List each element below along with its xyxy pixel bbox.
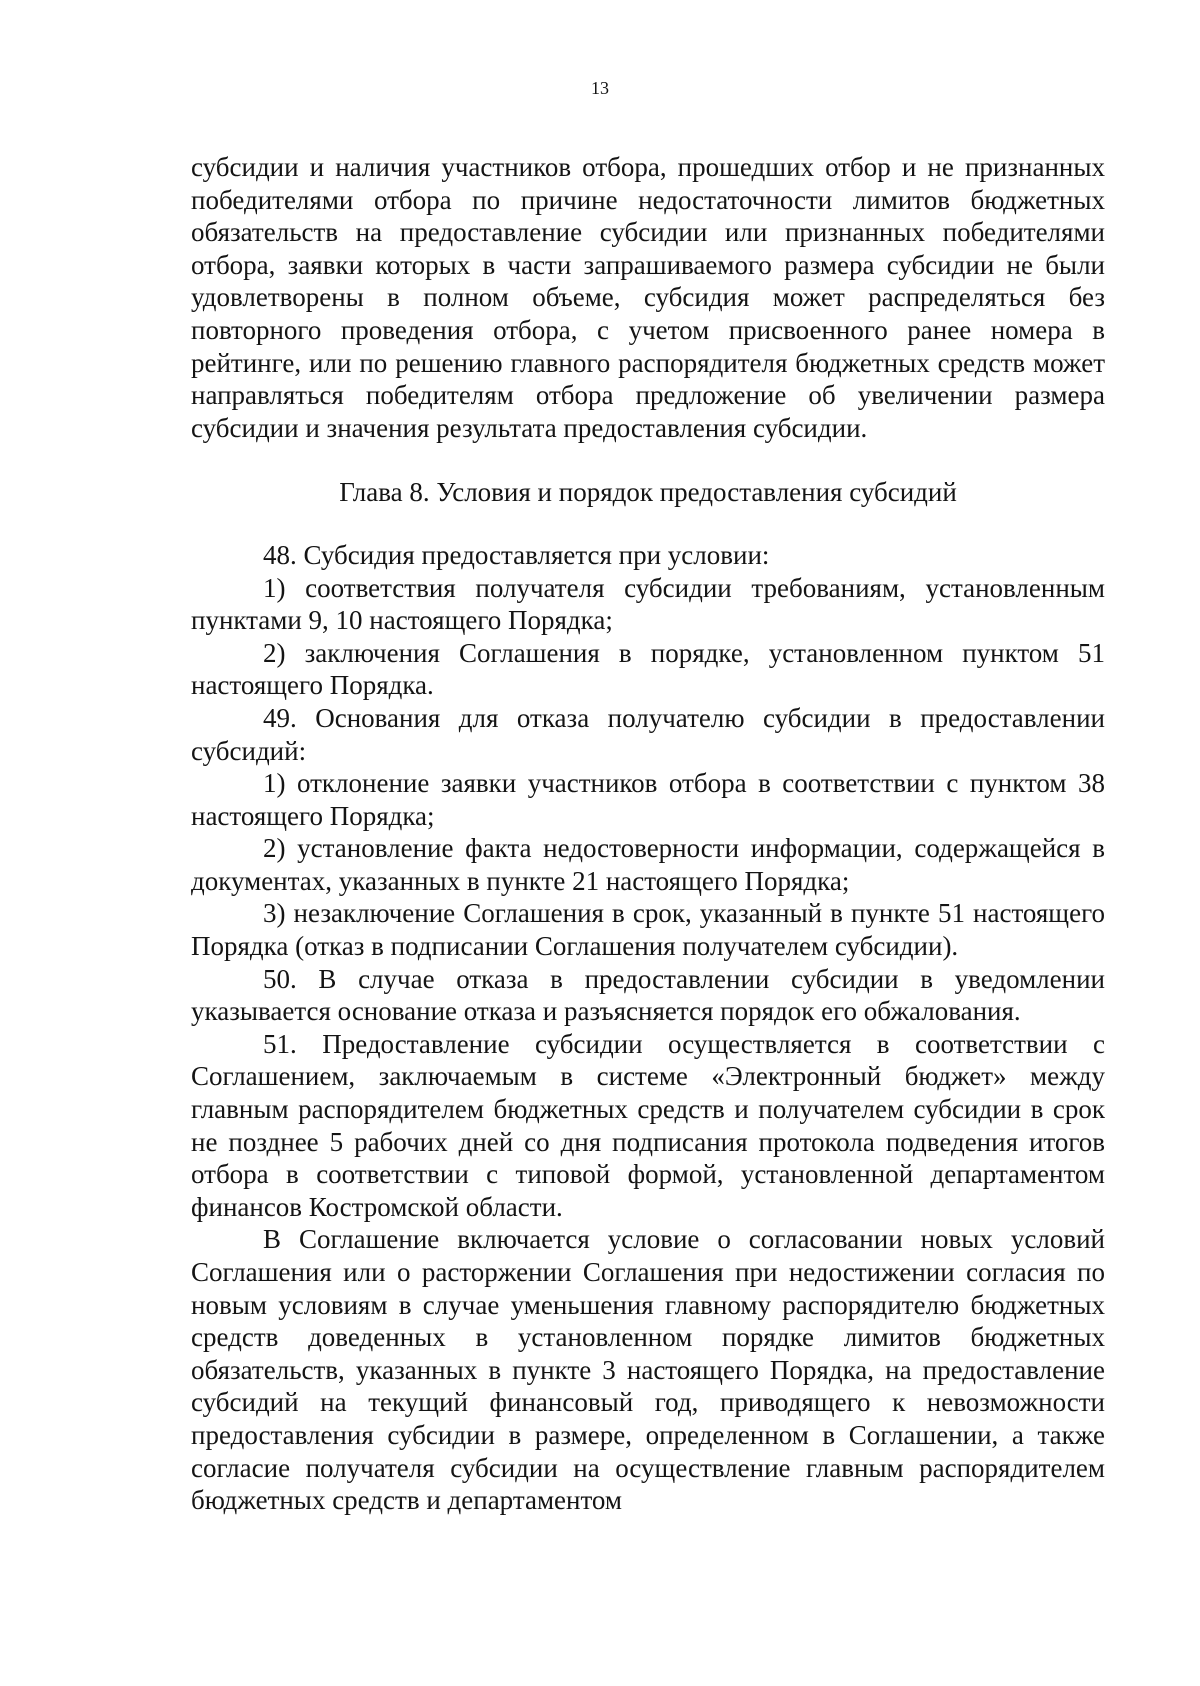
- paragraph-49-item-3: 3) незаключение Соглашения в срок, указанный в пункте 51 настоящего Порядка (отказ в подписании Соглашения получателем субсидии).: [191, 898, 1105, 962]
- paragraph-48-item-1: 1) соответствия получателя субсидии требованиям, установленным пунктами 9, 10 настоящего Порядка;: [191, 572, 1105, 636]
- paragraph-49-item-1: 1) отклонение заявки участников отбора в соответствии с пунктом 38 настоящего Порядка;: [191, 768, 1105, 831]
- chapter-title: Глава 8. Условия и порядок предоставления субсидий: [339, 477, 957, 508]
- paragraph-49: 49. Основания для отказа получателю субсидии в предоставлении субсидий:: [191, 702, 1105, 766]
- paragraph-50: 50. В случае отказа в предоставлении субсидии в уведомлении указывается основание отказа и разъясняется порядок его обжалования.: [191, 963, 1105, 1027]
- page-number: 13: [591, 78, 609, 98]
- paragraph-48-item-2: 2) заключения Соглашения в порядке, установленном пунктом 51 настоящего Порядка.: [191, 637, 1105, 701]
- paragraph-48: 48. Субсидия предоставляется при условии:: [263, 539, 770, 570]
- document-body: [191, 151, 1105, 1517]
- paragraph-51-agreement: В Соглашение включается условие о согласовании новых условий Соглашения или о расторжении Соглашения при недостижении согласия по новым условиям в случае уменьшения главному распорядителю бюджетных средств доведенных в установленном порядке лимитов бюджетных обязательств, указанных в пункте 3 настоящего Порядка, на предоставление субсидий на текущий финансовый год, приводящего к невозможности предоставления субсидии в размере, определенном в Соглашении, а также согласие получателя субсидии на осуществление главным распорядителем бюджетных средств и департаментом: [191, 1224, 1105, 1516]
- paragraph-51: 51. Предоставление субсидии осуществляется в соответствии с Соглашением, заключаемым в системе «Электронный бюджет» между главным распорядителем бюджетных средств и получателем субсидии в срок не позднее 5 рабочих дней со дня подписания протокола подведения итогов отбора в соответствии с типовой формой, установленной департаментом финансов Костромской области.: [191, 1028, 1105, 1222]
- paragraph-continuation: субсидии и наличия участников отбора, прошедших отбор и не признанных победителями отбора по причине недостаточности лимитов бюджетных обязательств на предоставление субсидии или признанных победителями отбора, заявки которых в части запрашиваемого размера субсидии не были удовлетворены в полном объеме, субсидия может распределяться без повторного проведения отбора, с учетом присвоенного ранее номера в рейтинге, или по решению главного распорядителя бюджетных средств может направляться победителям отбора предложение об увеличении размера субсидии и значения результата предоставления субсидии.: [191, 152, 1105, 443]
- paragraph-49-item-2: 2) установление факта недостоверности информации, содержащейся в документах, указанных в пункте 21 настоящего Порядка;: [191, 833, 1105, 896]
